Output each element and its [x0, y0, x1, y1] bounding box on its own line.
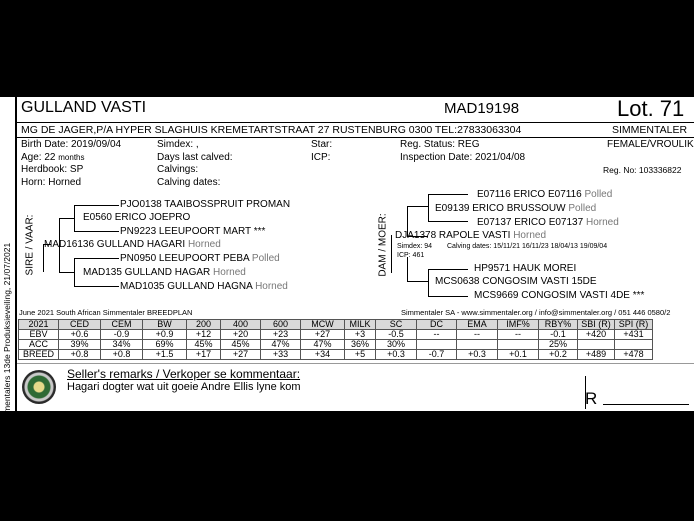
dam-grandsire: E09139 ERICO BRUSSOUW Polled — [435, 203, 597, 214]
ebv-cell: +17 — [187, 350, 221, 360]
header-divider — [17, 122, 694, 123]
dam-granddam: MCS0638 CONGOSIM VASTI 15DE — [435, 276, 597, 287]
ebv-cell: 30% — [376, 340, 417, 350]
birth-date: Birth Date: 2019/09/04 — [21, 139, 122, 150]
side-strip — [0, 97, 15, 460]
herdbook: Herdbook: SP — [21, 164, 84, 175]
dam-ggs-1: E07116 ERICO E07116 Polled — [477, 189, 613, 200]
ebv-cell: +0.3 — [376, 350, 417, 360]
ebv-row — [19, 350, 653, 360]
sire-ggd-2: MAD1035 GULLAND HAGNA Horned — [120, 281, 288, 292]
icp: ICP: — [311, 151, 331, 163]
dam-label: DAM / MOER: — [377, 213, 389, 277]
ebv-cell: +0.6 — [59, 330, 101, 340]
ebv-cell: -0.9 — [101, 330, 143, 340]
breedplan-contact: Simmentaler SA - www.simmentaler.org / info@simmentaler.org / 051 446 0580/2 — [401, 308, 671, 317]
ebv-cell: MCW — [301, 320, 345, 330]
ebv-cell: IMF% — [498, 320, 539, 330]
ebv-cell: +34 — [301, 350, 345, 360]
animal-name: GULLAND VASTI — [21, 99, 147, 116]
ebv-cell — [615, 340, 653, 350]
ebv-cell: +5 — [345, 350, 376, 360]
ebv-cell — [457, 340, 498, 350]
ebv-cell: SBI (R) — [578, 320, 615, 330]
ebv-cell — [498, 340, 539, 350]
ebv-cell: -- — [417, 330, 457, 340]
price-currency: R — [585, 389, 598, 408]
horn-status: Horn: Horned — [21, 176, 82, 188]
ebv-cell: +27 — [221, 350, 261, 360]
calvings: Calvings: — [157, 164, 199, 175]
dam-calving-dates: Calving dates: 15/11/21 16/11/23 18/04/13 19/09/04 — [447, 243, 608, 250]
ebv-cell: -0.7 — [417, 350, 457, 360]
owner-divider — [17, 137, 694, 138]
ebv-cell: +0.2 — [539, 350, 578, 360]
ebv-cell: 200 — [187, 320, 221, 330]
ebv-cell: 600 — [261, 320, 301, 330]
ebv-cell: -- — [498, 330, 539, 340]
sale-caption: Gulland Simmentalers 13de Produksieveiling, 21/07/2021 — [2, 242, 12, 460]
reg-status: Reg. Status: REG — [400, 139, 480, 150]
ebv-cell: 34% — [101, 340, 143, 350]
ebv-cell: 47% — [301, 340, 345, 350]
ebv-cell: 69% — [143, 340, 187, 350]
calving-dates: Calving dates: — [157, 176, 221, 188]
days-last-calved: Days last calved: — [157, 151, 233, 163]
star: Star: — [311, 139, 333, 150]
ebv-cell: +0.3 — [457, 350, 498, 360]
info-col-4 — [400, 139, 525, 164]
remarks-title: Seller's remarks / Verkoper se kommentaar: — [67, 367, 301, 381]
ebv-cell: +23 — [261, 330, 301, 340]
reg-number: Reg. No: 103336822 — [603, 165, 682, 175]
info-col-3 — [311, 139, 332, 164]
sire-label: SIRE / VAAR: — [24, 214, 36, 276]
ebv-cell: SPI (R) — [615, 320, 653, 330]
breedplan-title: June 2021 South African Simmentaler BREEDPLAN — [19, 308, 193, 317]
sire-granddam: MAD135 GULLAND HAGAR Horned — [83, 267, 246, 278]
ebv-cell: DC — [417, 320, 457, 330]
sire-name: MAD16136 GULLAND HAGARI Horned — [44, 239, 221, 250]
remarks-text: Hagari dogter wat uit goeie Andre Ellis lyne kom — [67, 381, 301, 393]
ebv-cell — [417, 340, 457, 350]
sire-grandsire: E0560 ERICO JOEPRO — [83, 212, 191, 223]
ebv-cell: +0.8 — [59, 350, 101, 360]
owner-line: MG DE JAGER,P/A HYPER SLAGHUIS KREMETARTSTRAAT 27 RUSTENBURG 0300 TEL:27833063304 — [21, 124, 522, 136]
ebv-cell: 2021 — [19, 320, 59, 330]
sire-ggs-1: PJO0138 TAAIBOSSPRUIT PROMAN — [120, 199, 291, 210]
ebv-cell: CEM — [101, 320, 143, 330]
dam-ggd-2: MCS9669 CONGOSIM VASTI 4DE *** — [474, 290, 645, 301]
age: Age: 22 months — [21, 151, 85, 163]
ebv-cell: BREED — [19, 350, 59, 360]
ebv-cell: RBY% — [539, 320, 578, 330]
ebv-cell: +420 — [578, 330, 615, 340]
simdex: Simdex: , — [157, 139, 199, 150]
ebv-cell: +33 — [261, 350, 301, 360]
ebv-cell: +3 — [345, 330, 376, 340]
animal-code: MAD19198 — [444, 100, 520, 117]
ebv-cell: 47% — [261, 340, 301, 350]
dam-ggd-1: E07137 ERICO E07137 Horned — [477, 217, 619, 228]
ebv-cell: +489 — [578, 350, 615, 360]
ebv-row — [19, 330, 653, 340]
breed-society-seal — [22, 370, 56, 404]
dam-icp: ICP: 461 — [397, 252, 425, 259]
ebv-table — [18, 319, 653, 360]
remarks-divider — [17, 363, 694, 364]
ebv-cell: 45% — [221, 340, 261, 350]
ebv-cell: +20 — [221, 330, 261, 340]
sire-ggd-1: PN9223 LEEUPOORT MART *** — [120, 226, 266, 237]
ebv-cell: 25% — [539, 340, 578, 350]
dam-name: DJA1378 RAPOLE VASTI Horned — [395, 230, 547, 241]
ebv-cell: +1.5 — [143, 350, 187, 360]
ebv-cell: -0.1 — [539, 330, 578, 340]
ebv-cell: +0.1 — [498, 350, 539, 360]
ebv-cell: 400 — [221, 320, 261, 330]
lot-number: Lot. 71 — [617, 96, 685, 121]
ebv-cell: 45% — [187, 340, 221, 350]
info-col-2 — [157, 139, 233, 189]
info-col-1 — [21, 139, 121, 189]
ebv-cell: ACC — [19, 340, 59, 350]
ebv-cell: CED — [59, 320, 101, 330]
sex: FEMALE/VROULIK — [607, 139, 694, 150]
ebv-cell: SC — [376, 320, 417, 330]
ebv-cell: +12 — [187, 330, 221, 340]
ebv-cell: +27 — [301, 330, 345, 340]
ebv-cell: BW — [143, 320, 187, 330]
lot-card — [17, 97, 694, 411]
inspection-date: Inspection Date: 2021/04/08 — [400, 151, 526, 163]
ebv-cell: 36% — [345, 340, 376, 350]
ebv-cell: EMA — [457, 320, 498, 330]
price-line — [603, 404, 689, 405]
ebv-cell: +0.9 — [143, 330, 187, 340]
dam-ggs-2: HP9571 HAUK MOREI — [474, 263, 577, 274]
ebv-cell: -0.5 — [376, 330, 417, 340]
dam-simdex: Simdex: 94 — [397, 243, 433, 250]
ebv-row — [19, 340, 653, 350]
ebv-cell: +431 — [615, 330, 653, 340]
ebv-cell: 39% — [59, 340, 101, 350]
ebv-cell: +478 — [615, 350, 653, 360]
ebv-cell: MILK — [345, 320, 376, 330]
ebv-cell — [578, 340, 615, 350]
breed-name: SIMMENTALER — [612, 124, 688, 136]
ebv-header-row — [19, 320, 653, 330]
sire-ggs-2: PN0950 LEEUPOORT PEBA Polled — [120, 253, 280, 264]
ebv-cell: +0.8 — [101, 350, 143, 360]
ebv-cell: EBV — [19, 330, 59, 340]
ebv-cell: -- — [457, 330, 498, 340]
